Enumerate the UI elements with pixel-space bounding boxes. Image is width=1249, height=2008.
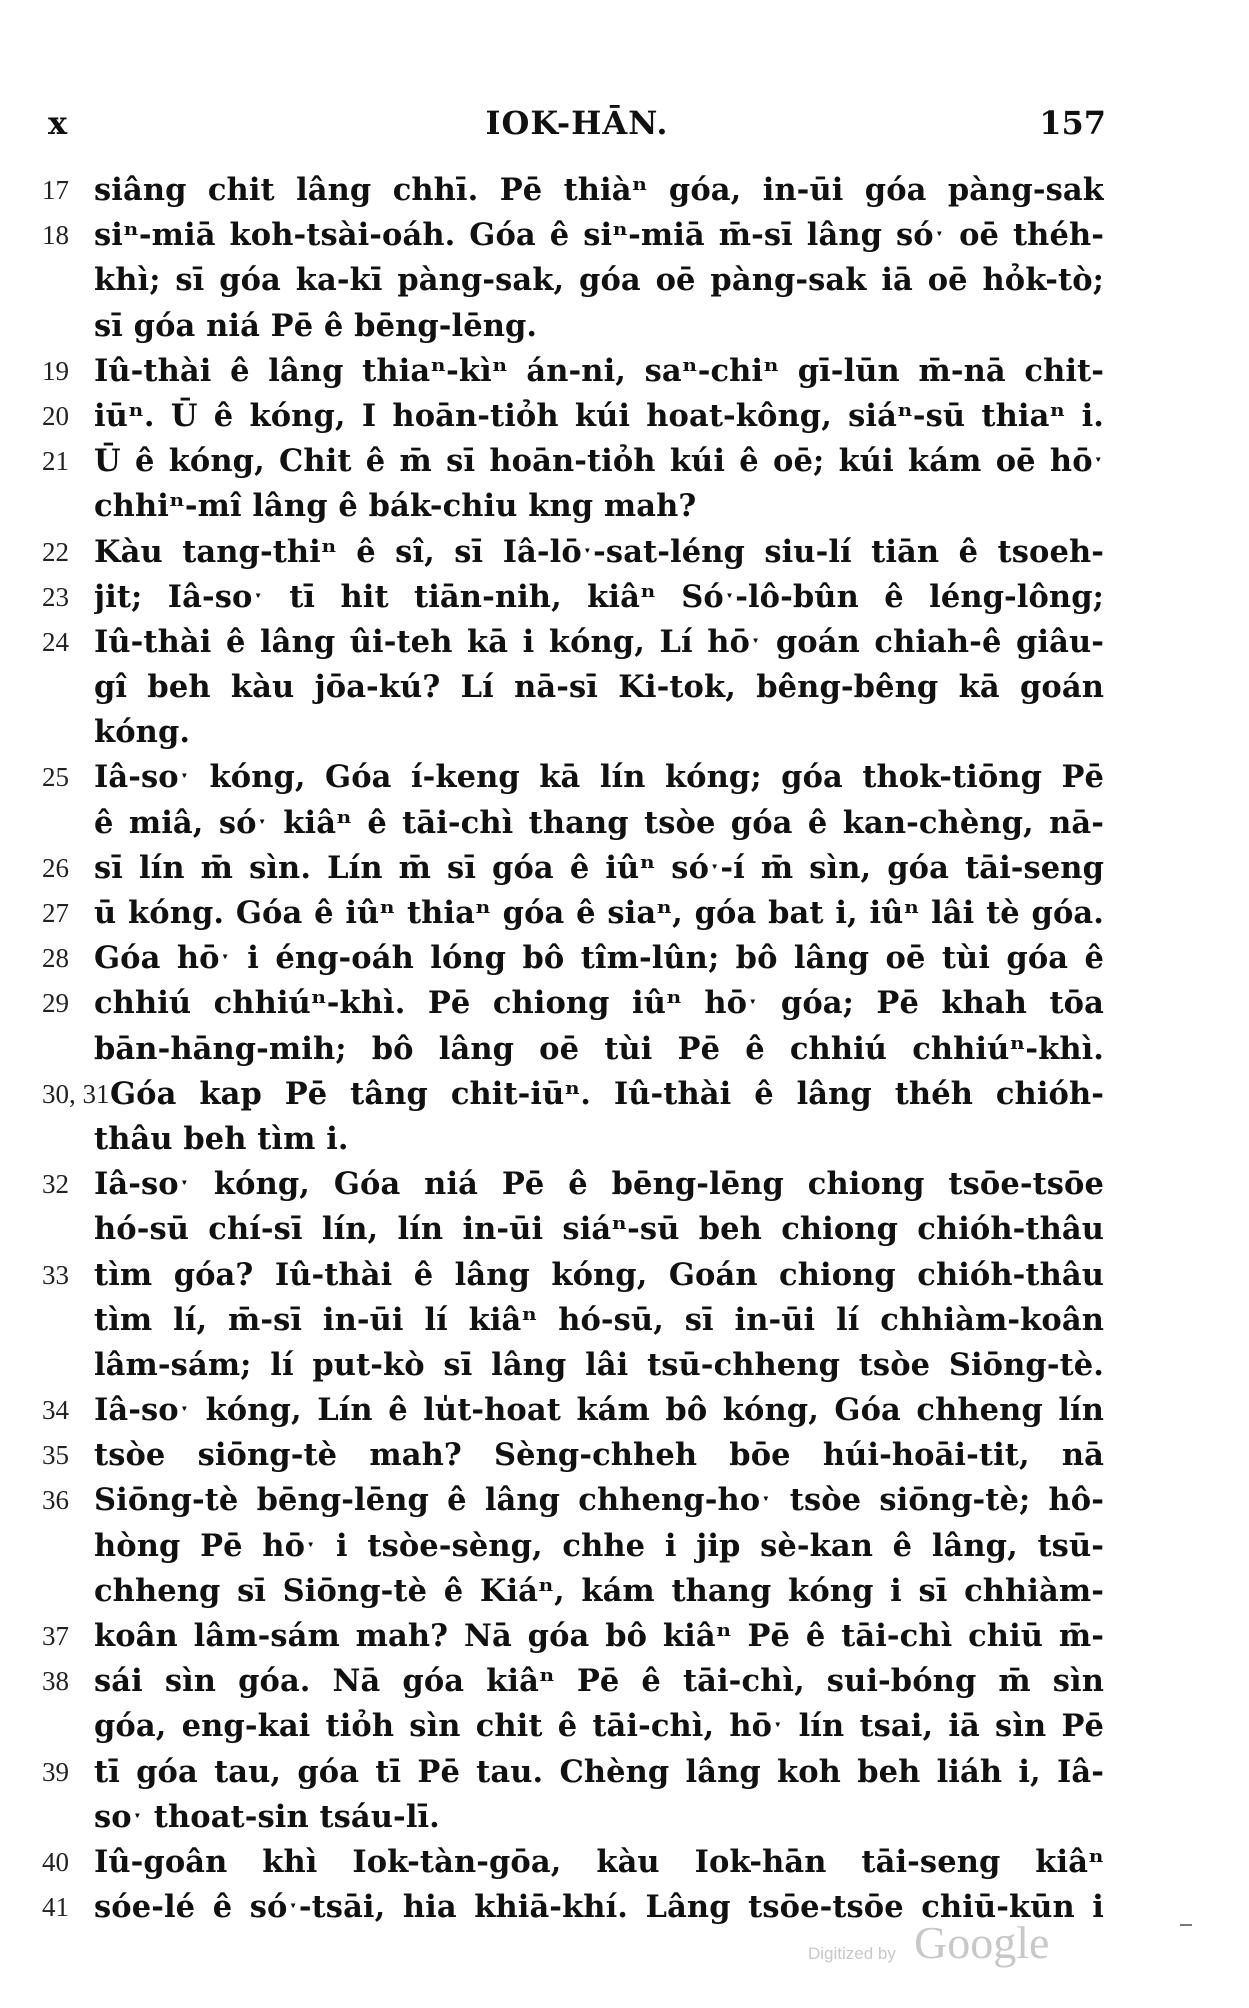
page-number: 157 — [1039, 104, 1106, 142]
line-text: sī góa niá Pē ê bēng-lēng. — [94, 307, 538, 344]
line-text: Góa kap Pē tâng chit-iūⁿ. Iû-thài ê lâng théh chióh- — [110, 1075, 1104, 1112]
text-line — [42, 1117, 1112, 1162]
digitized-watermark — [808, 1916, 1088, 1976]
verse-number: 18 — [42, 220, 69, 251]
verse-number: 40 — [42, 1846, 69, 1877]
text-line — [42, 1750, 1112, 1795]
line-text: ū kóng. Góa ê iûⁿ thiaⁿ góa ê siaⁿ, góa bat i, iûⁿ lâi tè góa. — [94, 895, 1104, 931]
text-line — [42, 981, 1112, 1026]
text-line — [42, 1704, 1112, 1749]
text-line — [42, 530, 1112, 575]
page-title: IOK-HĀN. — [485, 104, 669, 142]
line-text: Iû-goân khì Iok-tàn-gōa, kàu Iok-hān tāi-seng kiâⁿ — [94, 1843, 1104, 1880]
text-line — [42, 349, 1112, 394]
line-text: Góa hōˑ i éng-oáh lóng bô tîm-lûn; bô lâng oē tùi góa ê — [94, 940, 1104, 977]
text-line — [42, 1343, 1112, 1388]
text-line — [42, 484, 1112, 529]
text-line — [42, 1027, 1112, 1072]
text-line — [42, 620, 1112, 665]
text-line — [42, 1388, 1112, 1433]
text-line — [42, 304, 1112, 349]
line-text: lâm-sám; lí put-kò sī lâng lâi tsū-chheng tsòe Siōng-tè. — [94, 1346, 1104, 1383]
text-line — [42, 801, 1112, 846]
verse-number: 26 — [42, 852, 69, 883]
line-text: iūⁿ. Ū ê kóng, I hoān-tiỏh kúi hoat-kông, siáⁿ-sū thiaⁿ i. — [94, 397, 1104, 434]
text-line — [42, 1253, 1112, 1298]
verse-number: 19 — [42, 355, 69, 386]
line-text: tìm lí, m̄-sī in-ūi lí kiâⁿ hó-sū, sī in-ūi lí chhiàm-koân — [94, 1301, 1104, 1338]
line-text: siâng chit lâng chhī. Pē thiàⁿ góa, in-ūi góa pàng-sak — [94, 172, 1104, 208]
verse-number: 25 — [42, 762, 69, 793]
line-text: tìm góa? Iû-thài ê lâng kóng, Goán chiong chióh-thâu — [94, 1256, 1104, 1293]
text-line — [42, 1569, 1112, 1614]
verse-number: 27 — [42, 898, 69, 928]
text-line — [42, 665, 1112, 710]
line-text: sái sìn góa. Nā góa kiâⁿ Pē ê tāi-chì, sui-bóng m̄ sìn — [94, 1663, 1104, 1700]
line-text: siⁿ-miā koh-tsài-oáh. Góa ê siⁿ-miā m̄-sī lâng sóˑ oē théh- — [94, 217, 1104, 254]
text-line — [42, 1795, 1112, 1840]
line-text: bān-hāng-mih; bô lâng oē tùi Pē ê chhiú chhiúⁿ-khì. — [94, 1030, 1104, 1067]
verse-number: 38 — [42, 1666, 69, 1697]
text-line — [42, 168, 1112, 213]
line-text: chhiú chhiúⁿ-khì. Pē chiong iûⁿ hōˑ góa; Pē khah tōa — [94, 985, 1104, 1022]
signature-mark: x — [48, 104, 68, 142]
verse-number: 22 — [42, 536, 69, 567]
verse-number: 37 — [42, 1621, 69, 1651]
text-line — [42, 1659, 1112, 1704]
verse-number: 33 — [42, 1259, 69, 1290]
text-line — [42, 258, 1112, 303]
line-text: Iâ-soˑ kóng, Lín ê lu̍t-hoat kám bô kóng, Góa chheng lín — [94, 1392, 1104, 1429]
page-header — [48, 104, 1106, 144]
verse-number: 23 — [42, 581, 69, 612]
verse-number: 41 — [42, 1892, 69, 1923]
line-text: Kàu tang-thiⁿ ê sî, sī Iâ-lōˑ-sat-léng siu-lí tiān ê tsoeh- — [94, 533, 1104, 570]
text-line — [42, 1207, 1112, 1252]
digitized-by-label: Digitized by — [808, 1944, 896, 1963]
line-text: hòng Pē hōˑ i tsòe-sèng, chhe i jip sè-kan ê lâng, tsū- — [94, 1527, 1104, 1564]
line-text: koân lâm-sám mah? Nā góa bô kiâⁿ Pē ê tāi-chì chiū m̄- — [94, 1618, 1104, 1654]
verse-number: 30, 31 — [42, 1078, 110, 1109]
line-text: khì; sī góa ka-kī pàng-sak, góa oē pàng-sak iā oē hỏk-tò; — [94, 262, 1104, 299]
line-text: hó-sū chí-sī lín, lín in-ūi siáⁿ-sū beh chiong chióh-thâu — [94, 1211, 1104, 1248]
text-line — [42, 213, 1112, 258]
text-line — [42, 394, 1112, 439]
text-line — [42, 575, 1112, 620]
text-line — [42, 1524, 1112, 1569]
chapter-text — [42, 168, 1112, 1930]
line-text: Iâ-soˑ kóng, Góa í-keng kā lín kóng; góa thok-tiōng Pē — [94, 759, 1104, 796]
line-text: jit; Iâ-soˑ tī hit tiān-nih, kiâⁿ Sóˑ-lô-bûn ê léng-lông; — [94, 578, 1104, 615]
line-text: góa, eng-kai tiỏh sìn chit ê tāi-chì, hōˑ lín tsai, iā sìn Pē — [94, 1708, 1104, 1745]
verse-number: 39 — [42, 1756, 69, 1787]
text-line — [42, 710, 1112, 755]
text-line — [42, 1433, 1112, 1478]
verse-number: 21 — [42, 446, 69, 477]
text-line — [42, 1840, 1112, 1885]
verse-number: 32 — [42, 1169, 69, 1200]
line-text: Iû-thài ê lâng ûi-teh kā i kóng, Lí hōˑ goán chiah-ê giâu- — [94, 623, 1104, 660]
text-line — [42, 846, 1112, 891]
text-line — [42, 1298, 1112, 1343]
line-text: sī lín m̄ sìn. Lín m̄ sī góa ê iûⁿ sóˑ-í m̄ sìn, góa tāi-seng — [94, 849, 1104, 886]
line-text: chheng sī Siōng-tè ê Kiáⁿ, kám thang kóng i sī chhiàm- — [94, 1572, 1104, 1609]
verse-number: 36 — [42, 1485, 69, 1516]
line-text: thâu beh tìm i. — [94, 1120, 349, 1157]
line-text: tī góa tau, góa tī Pē tau. Chèng lâng koh beh liáh i, Iâ- — [94, 1753, 1104, 1790]
line-text: sóe-lé ê sóˑ-tsāi, hia khiā-khí. Lâng tsōe-tsōe chiū-kūn i — [94, 1889, 1104, 1926]
verse-number: 35 — [42, 1440, 69, 1471]
text-line — [42, 1162, 1112, 1207]
line-text: gî beh kàu jōa-kú? Lí nā-sī Ki-tok, bêng-bêng kā goán — [94, 669, 1104, 706]
text-line — [42, 439, 1112, 484]
line-text: ê miâ, sóˑ kiâⁿ ê tāi-chì thang tsòe góa ê kan-chèng, nā- — [94, 804, 1104, 841]
line-text: tsòe siōng-tè mah? Sèng-chheh bōe húi-hoāi-tit, nā — [94, 1437, 1104, 1474]
text-line — [42, 936, 1112, 981]
line-text: soˑ thoat-sin tsáu-lī. — [94, 1798, 440, 1835]
verse-number: 28 — [42, 943, 69, 974]
text-line — [42, 1072, 1112, 1117]
line-text: Iû-thài ê lâng thiaⁿ-kìⁿ án-ni, saⁿ-chiⁿ gī-lūn m̄-nā chit- — [94, 352, 1104, 389]
line-text: kóng. — [94, 714, 191, 751]
verse-number: 20 — [42, 400, 69, 431]
verse-number: 17 — [42, 175, 69, 205]
line-text: Iâ-soˑ kóng, Góa niá Pē ê bēng-lēng chiong tsōe-tsōe — [94, 1166, 1104, 1203]
text-line — [42, 755, 1112, 800]
google-wordmark: Google — [914, 1917, 1050, 1968]
text-line — [42, 1614, 1112, 1659]
line-text: Siōng-tè bēng-lēng ê lâng chheng-hoˑ tsòe siōng-tè; hô- — [94, 1482, 1104, 1519]
margin-dash — [1180, 1924, 1192, 1926]
verse-number: 24 — [42, 626, 69, 657]
text-line — [42, 1478, 1112, 1523]
verse-number: 29 — [42, 988, 69, 1019]
line-text: Ū ê kóng, Chit ê m̄ sī hoān-tiỏh kúi ê oē; kúi kám oē hōˑ — [94, 443, 1104, 480]
text-line — [42, 891, 1112, 936]
line-text: chhiⁿ-mî lâng ê bák-chiu kng mah? — [94, 488, 697, 525]
verse-number: 34 — [42, 1395, 69, 1426]
